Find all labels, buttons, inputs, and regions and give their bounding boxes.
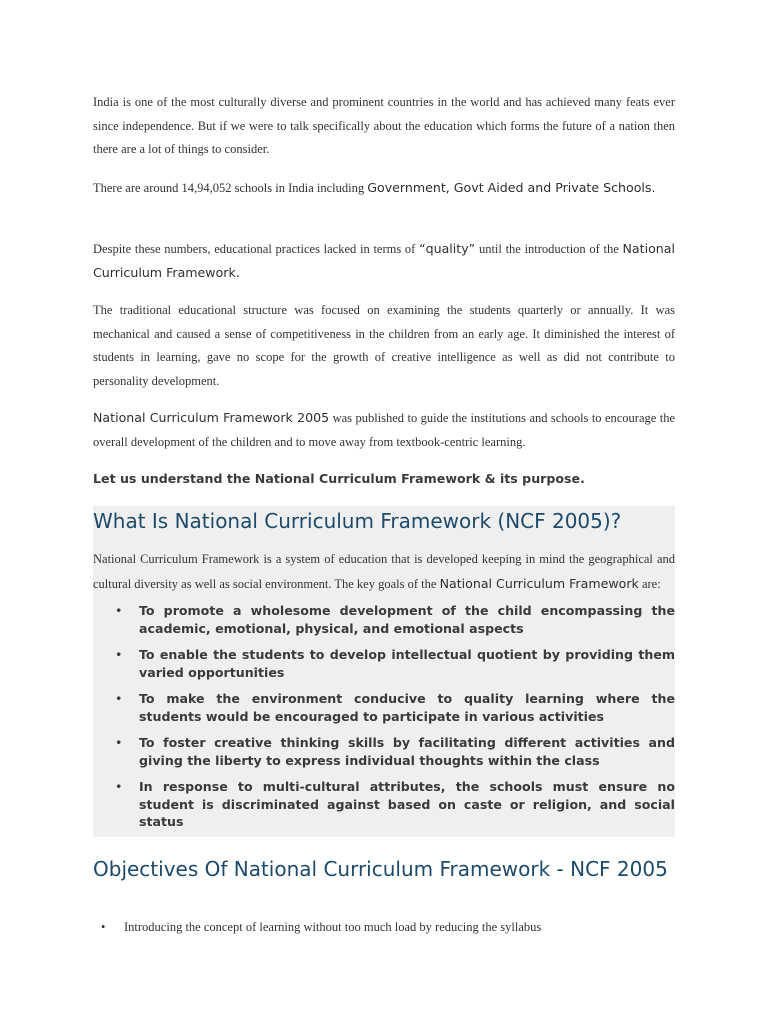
bullet-icon: •: [115, 779, 123, 794]
desc-text: National Curriculum Framework is a system of education that is developed keeping in mind the geographical and cultural diversity as well as social environment. The key goals of the: [93, 552, 675, 591]
bullet-icon: •: [115, 691, 123, 706]
list-item: [93, 690, 675, 725]
list-item: [93, 778, 675, 831]
objective-text: Introducing the concept of learning without too much load by reducing the syllabus: [124, 920, 542, 934]
intro-paragraph-4: The traditional educational structure was focused on examining the students quarterly or annually. It was mechanical and caused a sense of competitiveness in the children from an early age. It diminished the interest of students in learning, gave no scope for the growth of creative intelligence as well as did not contribute to personality development.: [93, 303, 675, 389]
goal-text: To make the environment conducive to quality learning where the students would be encouraged to participate in various activities: [139, 691, 675, 724]
desc-tail: are:: [638, 576, 661, 591]
goal-text: To foster creative thinking skills by facilitating different activities and giving the liberty to express individual thoughts within the class: [139, 735, 675, 768]
desc-strong: National Curriculum Framework: [439, 575, 639, 591]
list-item: [93, 602, 675, 637]
intro-paragraph-5: [93, 406, 675, 454]
intro-paragraph-3: [93, 237, 675, 285]
intro-paragraph-1: India is one of the most culturally diverse and prominent countries in the world and has achieved many feats ever since independence. But if we were to talk specifically about the education which forms the future of a nation then there are a lot of things to consider.: [93, 95, 675, 157]
section-heading-what-is-ncf: What Is National Curriculum Framework (NCF 2005)?: [93, 509, 622, 533]
list-item: [93, 734, 675, 769]
p3-text-1: Despite these numbers, educational practices lacked in terms of: [93, 242, 420, 256]
list-item: [93, 916, 675, 939]
p5-strong: National Curriculum Framework 2005: [93, 410, 330, 425]
p3-text-2: until the introduction of the: [475, 242, 623, 256]
p5-text: was published to guide the institutions and schools to encourage the overall development of the children and to move away from textbook-centric learning.: [93, 411, 675, 449]
goal-text: To enable the students to develop intellectual quotient by providing them varied opportunities: [139, 647, 675, 680]
intro-paragraph-2: [93, 176, 675, 200]
goal-text: In response to multi-cultural attributes, the schools must ensure no student is discriminated against based on caste or religion, and social status: [139, 779, 675, 829]
ncf-goals-list: [93, 602, 675, 831]
bullet-icon: •: [115, 603, 123, 618]
bullet-icon: •: [115, 735, 123, 750]
objectives-list: [93, 916, 675, 939]
list-item: [93, 646, 675, 681]
p2-strong: Government, Govt Aided and Private Schools.: [367, 180, 656, 195]
section-heading-objectives: Objectives Of National Curriculum Framework - NCF 2005: [93, 857, 668, 881]
goal-text: To promote a wholesome development of the child encompassing the academic, emotional, physical, and emotional aspects: [139, 603, 675, 636]
ncf-definition-section: [93, 506, 675, 837]
intro-paragraph-6: Let us understand the National Curriculum Framework & its purpose.: [93, 471, 585, 486]
p3-strong-quality: “quality”: [419, 241, 476, 256]
bullet-icon: •: [115, 647, 123, 662]
ncf-description: [93, 548, 675, 596]
p2-text: There are around 14,94,052 schools in India including: [93, 181, 368, 195]
bullet-icon: •: [101, 920, 106, 934]
p3-strong-ncf: National Curriculum Framework.: [93, 241, 675, 280]
